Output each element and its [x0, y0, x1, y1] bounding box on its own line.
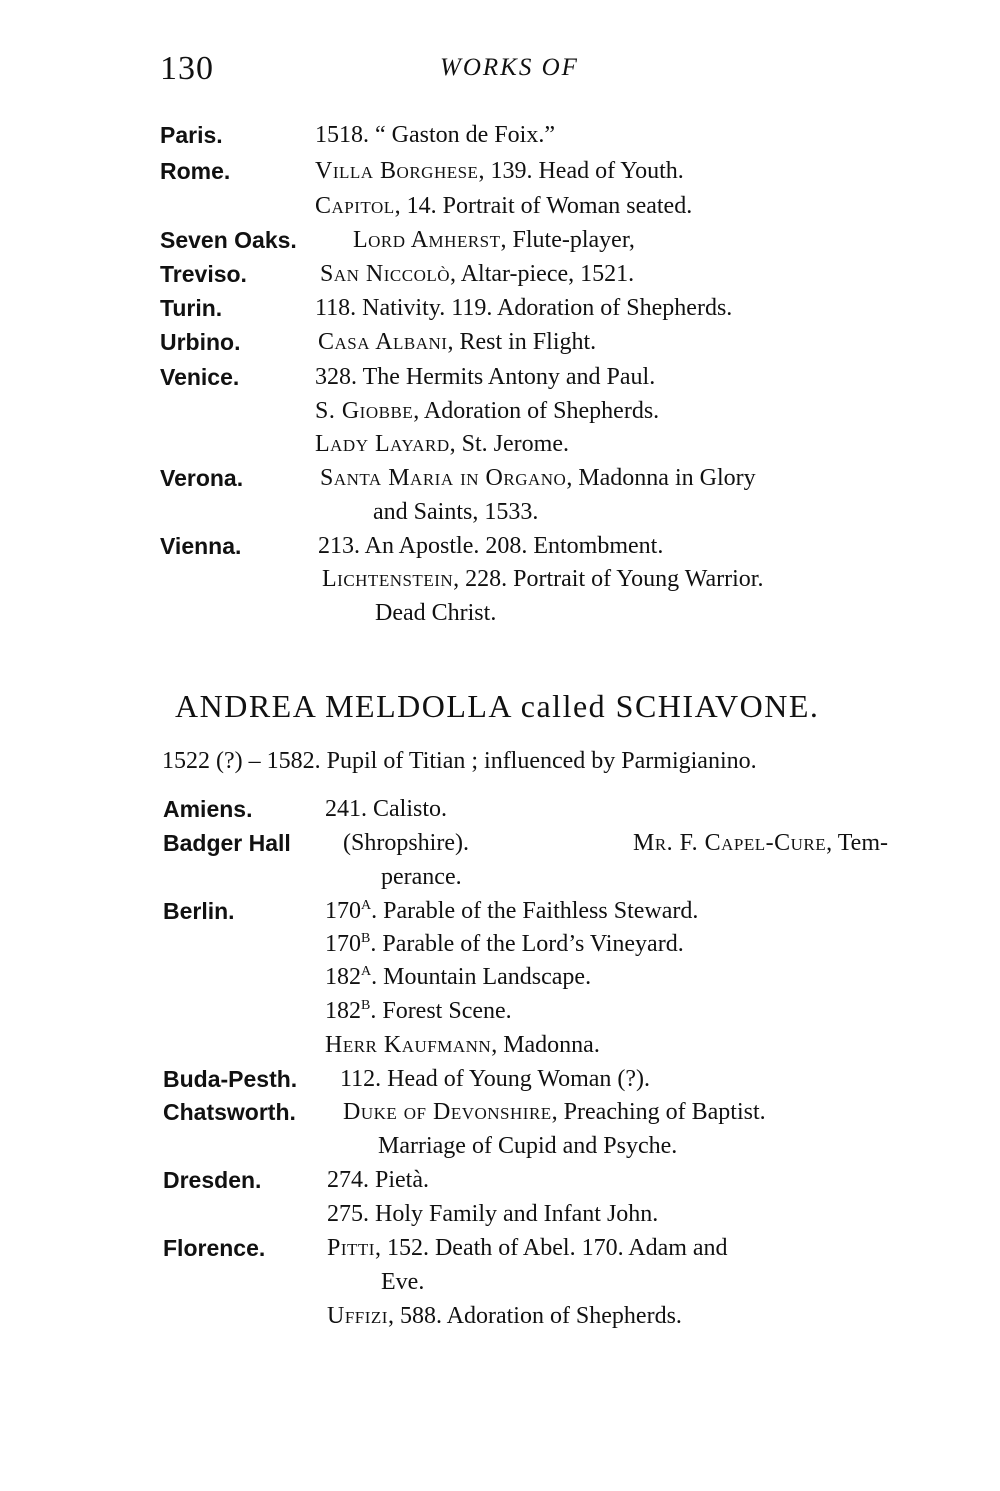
- entry-text: 1518. “ Gaston de Foix.”: [315, 122, 555, 148]
- entry-florence: [163, 1235, 890, 1267]
- entry-text: Marriage of Cupid and Psyche.: [378, 1133, 678, 1159]
- entry-badger-hall: [163, 830, 888, 862]
- artist-dates: 1522 (?) – 1582. Pupil of Titian ; influenced by Parmigianino.: [162, 748, 757, 774]
- section-heading: ANDREA MELDOLLA called SCHIAVONE.: [175, 688, 820, 724]
- entry-text: Lady Layard, St. Jerome.: [315, 431, 569, 457]
- place-label: Dresden.: [163, 1167, 262, 1193]
- place-label: Vienna.: [160, 533, 242, 559]
- place-label: Buda-Pesth.: [163, 1066, 298, 1092]
- entry-text: Eve.: [381, 1269, 425, 1295]
- place-label: Chatsworth.: [163, 1099, 296, 1125]
- entry-text: 241. Calisto.: [325, 796, 448, 822]
- place-label: Florence.: [163, 1235, 266, 1261]
- entry-text: $182^B$. Forest Scene.: [325, 998, 512, 1024]
- entry-text: $182^A$. Mountain Landscape.: [325, 964, 592, 990]
- entry-text: Villa Borghese, 139. Head of Youth.: [315, 158, 684, 184]
- place-label: Turin.: [160, 295, 223, 321]
- entry-text: 112. Head of Young Woman (?).: [340, 1066, 651, 1092]
- page-number: 130: [160, 50, 214, 87]
- place-label: Paris.: [160, 122, 223, 148]
- entry-text: Lichtenstein, 228. Portrait of Young Warrior.: [322, 566, 764, 592]
- entry-text: 274. Pietà.: [327, 1167, 429, 1193]
- entry-text: $170^B$. Parable of the Lord’s Vineyard.: [325, 931, 684, 957]
- entry-text: Santa Maria in Organo, Madonna in Glory: [320, 465, 756, 491]
- entry-text: perance.: [381, 864, 462, 890]
- place-label: Berlin.: [163, 898, 235, 924]
- place-label: Rome.: [160, 158, 231, 184]
- entry-text: Capitol, 14. Portrait of Woman seated.: [315, 193, 693, 219]
- place-label: Seven Oaks.: [160, 227, 297, 253]
- place-label: Amiens.: [163, 796, 253, 822]
- place-label: Venice.: [160, 364, 240, 390]
- place-label: Verona.: [160, 465, 244, 491]
- entry-text: 328. The Hermits Antony and Paul.: [315, 364, 656, 390]
- entry-text: Lord Amherst, Flute-player,: [353, 227, 635, 253]
- place-label: Badger Hall: [163, 830, 291, 856]
- entry-text: San Niccolò, Altar-piece, 1521.: [320, 261, 635, 287]
- entry-text: Herr Kaufmann, Madonna.: [325, 1032, 600, 1058]
- entry-text: Dead Christ.: [375, 600, 497, 626]
- entry-text: Casa Albani, Rest in Flight.: [318, 329, 597, 355]
- place-label: Treviso.: [160, 261, 247, 287]
- entry-text: S. Giobbe, Adoration of Shepherds.: [315, 398, 660, 424]
- running-title: WORKS OF: [440, 54, 579, 81]
- entry-text: Pitti, 152. Death of Abel. 170. Adam and: [327, 1235, 728, 1261]
- entry-text: (Shropshire). Mr. F. Capel-Cure, Tem-: [343, 830, 888, 856]
- entry-text: 213. An Apostle. 208. Entombment.: [318, 533, 664, 559]
- entry-text: Duke of Devonshire, Preaching of Baptist.: [343, 1099, 766, 1125]
- entry-text: Uffizi, 588. Adoration of Shepherds.: [327, 1303, 682, 1329]
- entry-text: and Saints, 1533.: [373, 499, 539, 525]
- entry-text: $170^A$. Parable of the Faithless Steward.: [325, 898, 699, 924]
- place-label: Urbino.: [160, 329, 241, 355]
- entry-text: 275. Holy Family and Infant John.: [327, 1201, 659, 1227]
- entry-text: 118. Nativity. 119. Adoration of Shepherds.: [315, 295, 733, 321]
